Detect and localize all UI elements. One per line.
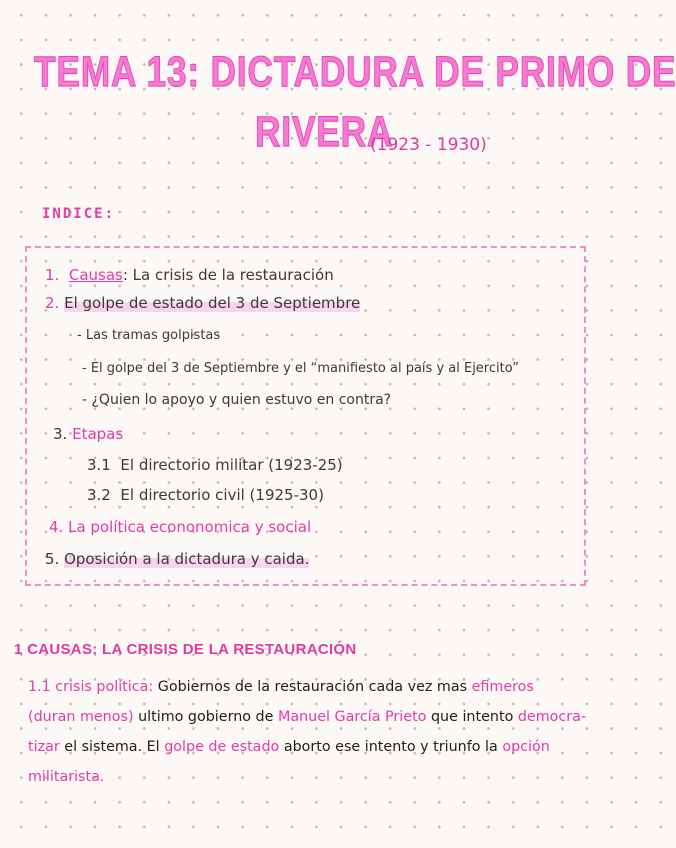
toc-item-3-1 <box>87 456 343 474</box>
toc-item-number: 3. <box>53 425 68 443</box>
toc-item-3-2 <box>87 486 324 504</box>
text-span: Gobiernos de la restauración cada vez mas <box>157 679 468 695</box>
text-span: ultimo gobierno de <box>138 709 274 725</box>
toc-item-number: 2. <box>45 294 60 312</box>
toc-item-text: El golpe de estado del 3 de Septiembre <box>64 294 361 312</box>
toc-item-text: El directorio civil (1925-30) <box>120 486 324 504</box>
section-heading: 1 CAUSAS: LA CRISIS DE LA RESTAURACIÓN <box>14 641 357 658</box>
toc-subitem: - El golpe del 3 de Septiembre y el “manifiesto al país y al Ejercito” <box>82 361 519 376</box>
toc-subitem: - Las tramas golpistas <box>77 328 221 343</box>
toc-item-text: El directorio militar (1923-25) <box>120 456 343 474</box>
toc-item-number: 1. <box>45 266 60 284</box>
title-years: (1923 - 1930) <box>370 135 487 155</box>
highlight-word: tizar <box>28 739 60 755</box>
paragraph-line <box>28 679 534 695</box>
toc-item-text: Oposición a la dictadura y caida. <box>64 550 310 568</box>
toc-item-number: 3.1 <box>87 456 111 474</box>
toc-item-text: : La crisis de la restauración <box>122 266 334 284</box>
table-of-contents-box <box>25 246 586 586</box>
toc-subitem: - ¿Quien lo apoyo y quien estuvo en contra? <box>82 392 392 408</box>
subsection-label: 1.1 crisis política: <box>28 679 154 695</box>
text-span: que intento <box>430 709 514 725</box>
highlight-word: efimeros <box>471 679 534 695</box>
highlight-word: militarista. <box>28 769 105 785</box>
toc-item-text: La política econonomica y social <box>68 518 312 536</box>
toc-item-1 <box>45 266 334 284</box>
paragraph-line <box>28 769 104 785</box>
page-title-line-2: RIVERA <box>255 108 394 156</box>
highlight-word: opción <box>502 739 550 755</box>
toc-item-text: Etapas <box>72 425 124 443</box>
toc-item-number: 3.2 <box>87 486 111 504</box>
text-span: el sistema. El <box>64 739 160 755</box>
toc-item-3 <box>53 425 123 443</box>
paragraph-line <box>28 709 586 725</box>
highlight-word: democra- <box>517 709 587 725</box>
text-span: aborto ese intento y triunfo la <box>283 739 498 755</box>
toc-item-label: Causas <box>68 266 123 284</box>
page-title-line-1: TEMA 13: DICTADURA DE PRIMO DE <box>34 48 676 96</box>
toc-item-number: 5. <box>45 550 60 568</box>
toc-item-number: 4. <box>49 518 64 536</box>
index-label: INDICE: <box>42 206 116 222</box>
toc-item-4 <box>49 518 311 536</box>
highlight-word: Manuel García Prieto <box>277 709 427 725</box>
toc-item-5 <box>45 550 309 568</box>
toc-item-2 <box>45 294 360 312</box>
highlight-word: golpe de estado <box>164 739 280 755</box>
highlight-word: (duran menos) <box>28 709 134 725</box>
paragraph-line <box>28 739 550 755</box>
